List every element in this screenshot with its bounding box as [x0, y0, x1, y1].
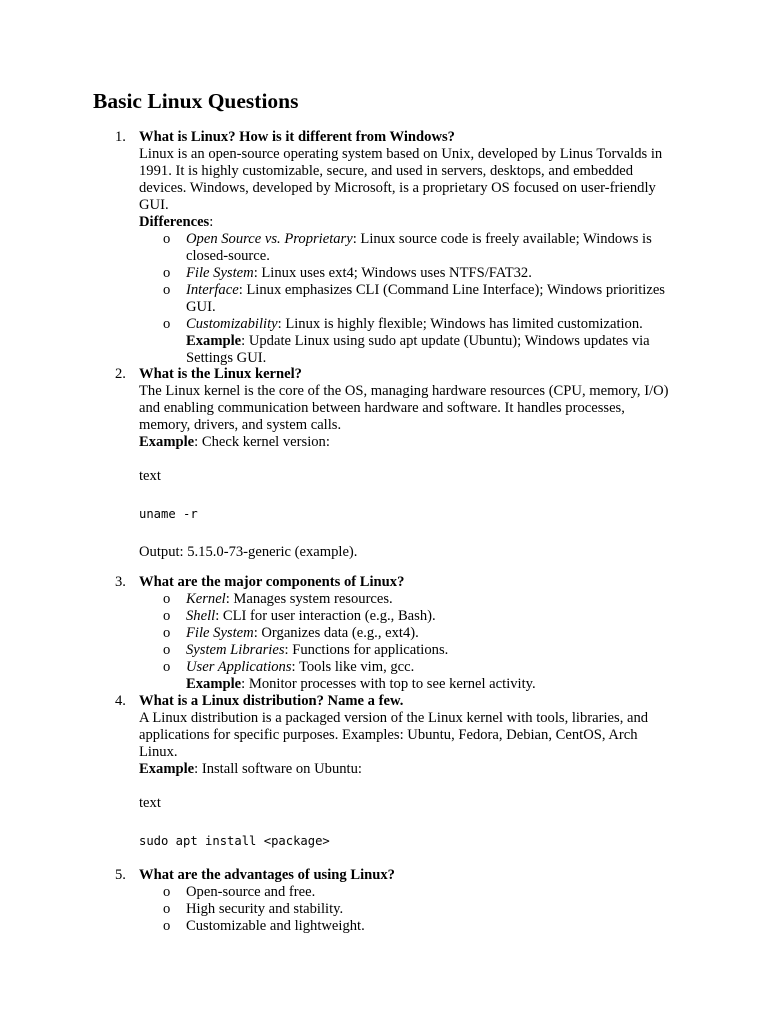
question-title: What are the advantages of using Linux?	[139, 867, 395, 883]
answer-paragraph: A Linux distribution is a packaged version of the Linux kernel with tools, libraries, and applications for specific purposes. Examples: Ubuntu, Fedora, Debian, CentOS, Arch Linux.	[139, 710, 649, 760]
example-text: : Monitor processes with top to see kernel activity.	[241, 676, 536, 692]
question-5	[93, 867, 693, 935]
code-language-label: text	[139, 795, 161, 811]
question-number: 2.	[115, 366, 126, 382]
list-item: o Customizability: Linux is highly flexible; Windows has limited customization. Example: Update Linux using sudo apt update (Ubuntu); Windows updates via Settings GUI.	[163, 316, 650, 366]
bullet-marker: o	[163, 591, 171, 607]
bullet-marker: o	[163, 608, 171, 624]
example-label: Example	[186, 676, 242, 692]
question-3	[93, 574, 693, 693]
question-title: What are the major components of Linux?	[139, 574, 405, 590]
bullet-marker: o	[163, 901, 171, 917]
answer-paragraph: Linux is an open-source operating system based on Unix, developed by Linus Torvalds in 1991. It is highly customizable, secure, and used in servers, desktops, and embedded devices. Windows, developed by Microsoft, is a proprietary OS focused on user-friendly GUI.	[139, 146, 663, 213]
differences-list	[139, 231, 679, 367]
code-block: sudo apt install <package>	[139, 834, 330, 848]
differences-heading: Differences:	[139, 214, 214, 230]
bullet-marker: o	[163, 642, 171, 658]
list-item: o Kernel: Manages system resources.	[163, 591, 393, 607]
list-item: o Customizable and lightweight.	[163, 918, 365, 934]
example-line: Example: Check kernel version:	[139, 434, 330, 450]
code-block: uname -r	[139, 507, 198, 521]
bullet-marker: o	[163, 231, 171, 247]
example-label: Example	[186, 333, 242, 349]
advantages-list	[139, 884, 679, 935]
bullet-marker: o	[163, 282, 171, 298]
output-line: Output: 5.15.0-73-generic (example).	[139, 544, 358, 560]
list-item: o File System: Linux uses ext4; Windows uses NTFS/FAT32.	[163, 265, 532, 281]
list-item: o System Libraries: Functions for applications.	[163, 642, 449, 658]
question-title: What is a Linux distribution? Name a few.	[139, 693, 404, 709]
list-item: o Interface: Linux emphasizes CLI (Command Line Interface); Windows prioritizes GUI.	[163, 282, 665, 315]
page-title: Basic Linux Questions	[93, 89, 299, 113]
bullet-marker: o	[163, 884, 171, 900]
question-title: What is the Linux kernel?	[139, 366, 302, 382]
bullet-marker: o	[163, 265, 171, 281]
list-item: o File System: Organizes data (e.g., ext4).	[163, 625, 419, 641]
bullet-marker: o	[163, 918, 171, 934]
answer-paragraph: The Linux kernel is the core of the OS, managing hardware resources (CPU, memory, I/O) and enabling communication between hardware and software. It handles processes, memory, drivers, and system calls.	[139, 383, 669, 433]
example-text: : Update Linux using sudo apt update (Ubuntu); Windows updates via Settings GUI.	[186, 333, 650, 366]
question-number: 3.	[115, 574, 126, 590]
bullet-marker: o	[163, 625, 171, 641]
question-4	[93, 693, 693, 850]
bullet-marker: o	[163, 659, 171, 675]
list-item: o Open-source and free.	[163, 884, 316, 900]
components-list	[139, 591, 679, 693]
list-item: o Open Source vs. Proprietary: Linux source code is freely available; Windows is closed-source.	[163, 231, 652, 264]
example-line: Example: Install software on Ubuntu:	[139, 761, 362, 777]
bullet-marker: o	[163, 316, 171, 332]
list-item: o User Applications: Tools like vim, gcc. Example: Monitor processes with top to see kernel activity.	[163, 659, 536, 692]
question-number: 1.	[115, 129, 126, 145]
list-item: o Shell: CLI for user interaction (e.g., Bash).	[163, 608, 436, 624]
question-number: 4.	[115, 693, 126, 709]
list-item: o High security and stability.	[163, 901, 344, 917]
question-title: What is Linux? How is it different from Windows?	[139, 129, 455, 145]
code-language-label: text	[139, 468, 161, 484]
question-number: 5.	[115, 867, 126, 883]
question-1	[93, 129, 693, 367]
question-2	[93, 366, 693, 561]
